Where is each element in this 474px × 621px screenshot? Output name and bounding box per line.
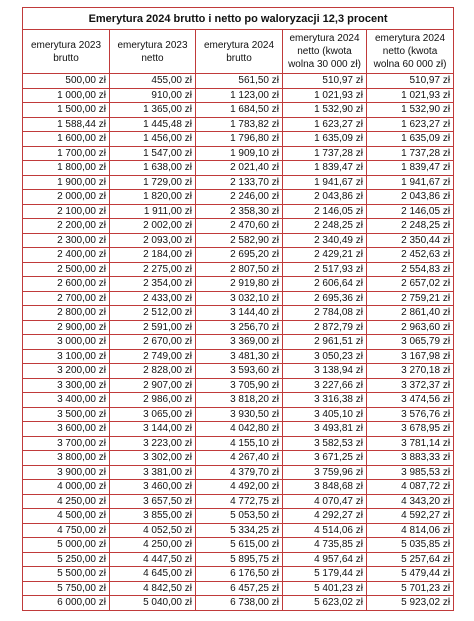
table-cell: 3 848,68 zł [283, 480, 367, 495]
table-cell: 3 223,00 zł [110, 436, 196, 451]
table-cell: 3 032,10 zł [196, 291, 283, 306]
table-cell: 3 460,00 zł [110, 480, 196, 495]
table-cell: 2 749,00 zł [110, 349, 196, 364]
table-cell: 1 800,00 zł [23, 161, 110, 176]
table-cell: 2 695,20 zł [196, 248, 283, 263]
table-cell: 6 176,50 zł [196, 567, 283, 582]
table-cell: 4 814,06 zł [367, 523, 454, 538]
table-cell: 5 615,00 zł [196, 538, 283, 553]
table-cell: 1 123,00 zł [196, 88, 283, 103]
table-cell: 1 909,10 zł [196, 146, 283, 161]
table-cell: 6 000,00 zł [23, 596, 110, 611]
table-cell: 2 582,90 zł [196, 233, 283, 248]
table-cell: 3 400,00 zł [23, 393, 110, 408]
table-cell: 2 600,00 zł [23, 277, 110, 292]
table-cell: 2 002,00 zł [110, 219, 196, 234]
table-row [23, 378, 454, 393]
table-cell: 3 144,00 zł [110, 422, 196, 437]
table-cell: 1 700,00 zł [23, 146, 110, 161]
table-cell: 1 600,00 zł [23, 132, 110, 147]
column-header-2024-net-30000: emerytura 2024 netto (kwota wolna 30 000 zł) [283, 30, 367, 74]
table-row [23, 320, 454, 335]
table-cell: 3 369,00 zł [196, 335, 283, 350]
table-cell: 2 759,21 zł [367, 291, 454, 306]
table-cell: 3 593,60 zł [196, 364, 283, 379]
table-cell: 2 146,05 zł [283, 204, 367, 219]
table-cell: 2 657,02 zł [367, 277, 454, 292]
table-cell: 6 738,00 zł [196, 596, 283, 611]
table-cell: 3 100,00 zł [23, 349, 110, 364]
table-row [23, 219, 454, 234]
table-cell: 2 248,25 zł [283, 219, 367, 234]
table-cell: 3 381,00 zł [110, 465, 196, 480]
table-row [23, 567, 454, 582]
table-cell: 3 671,25 zł [283, 451, 367, 466]
table-cell: 2 275,00 zł [110, 262, 196, 277]
table-cell: 2 133,70 zł [196, 175, 283, 190]
table-cell: 3 493,81 zł [283, 422, 367, 437]
table-cell: 4 250,00 zł [23, 494, 110, 509]
table-cell: 5 923,02 zł [367, 596, 454, 611]
table-cell: 2 700,00 zł [23, 291, 110, 306]
table-cell: 4 772,75 zł [196, 494, 283, 509]
table-row [23, 117, 454, 132]
table-cell: 3 300,00 zł [23, 378, 110, 393]
table-cell: 2 606,64 zł [283, 277, 367, 292]
table-cell: 2 358,30 zł [196, 204, 283, 219]
table-row [23, 306, 454, 321]
table-cell: 3 256,70 zł [196, 320, 283, 335]
table-cell: 2 517,93 zł [283, 262, 367, 277]
table-cell: 2 919,80 zł [196, 277, 283, 292]
table-cell: 2 354,00 zł [110, 277, 196, 292]
table-cell: 2 900,00 zł [23, 320, 110, 335]
table-cell: 4 155,10 zł [196, 436, 283, 451]
table-cell: 5 701,23 zł [367, 581, 454, 596]
table-cell: 2 146,05 zł [367, 204, 454, 219]
table-cell: 4 267,40 zł [196, 451, 283, 466]
table-row [23, 291, 454, 306]
table-cell: 1 941,67 zł [367, 175, 454, 190]
table-cell: 2 100,00 zł [23, 204, 110, 219]
table-cell: 3 144,40 zł [196, 306, 283, 321]
pension-table [22, 7, 454, 611]
table-cell: 561,50 zł [196, 74, 283, 89]
table-cell: 3 883,33 zł [367, 451, 454, 466]
table-cell: 3 600,00 zł [23, 422, 110, 437]
column-header-2024-gross: emerytura 2024 brutto [196, 30, 283, 74]
table-cell: 3 800,00 zł [23, 451, 110, 466]
table-row [23, 494, 454, 509]
table-cell: 3 855,00 zł [110, 509, 196, 524]
table-cell: 2 470,60 zł [196, 219, 283, 234]
table-cell: 2 872,79 zł [283, 320, 367, 335]
table-cell: 5 040,00 zł [110, 596, 196, 611]
table-row [23, 364, 454, 379]
table-cell: 2 554,83 zł [367, 262, 454, 277]
table-cell: 4 052,50 zł [110, 523, 196, 538]
table-cell: 3 500,00 zł [23, 407, 110, 422]
table-row [23, 596, 454, 611]
table-cell: 5 750,00 zł [23, 581, 110, 596]
table-cell: 3 227,66 zł [283, 378, 367, 393]
table-cell: 5 479,44 zł [367, 567, 454, 582]
table-cell: 1 900,00 zł [23, 175, 110, 190]
table-row [23, 538, 454, 553]
table-cell: 6 457,25 zł [196, 581, 283, 596]
table-cell: 2 300,00 zł [23, 233, 110, 248]
table-cell: 2 784,08 zł [283, 306, 367, 321]
table-cell: 2 246,00 zł [196, 190, 283, 205]
table-cell: 2 400,00 zł [23, 248, 110, 263]
table-cell: 1 729,00 zł [110, 175, 196, 190]
table-cell: 1 445,48 zł [110, 117, 196, 132]
table-cell: 4 645,00 zł [110, 567, 196, 582]
table-cell: 1 547,00 zł [110, 146, 196, 161]
table-cell: 2 800,00 zł [23, 306, 110, 321]
table-cell: 4 379,70 zł [196, 465, 283, 480]
table-cell: 4 042,80 zł [196, 422, 283, 437]
table-cell: 3 200,00 zł [23, 364, 110, 379]
table-row [23, 407, 454, 422]
table-cell: 2 433,00 zł [110, 291, 196, 306]
table-row [23, 523, 454, 538]
table-cell: 4 343,20 zł [367, 494, 454, 509]
table-row [23, 465, 454, 480]
table-cell: 5 250,00 zł [23, 552, 110, 567]
table-cell: 3 781,14 zł [367, 436, 454, 451]
table-row [23, 103, 454, 118]
table-cell: 5 257,64 zł [367, 552, 454, 567]
table-cell: 910,00 zł [110, 88, 196, 103]
table-cell: 4 957,64 zł [283, 552, 367, 567]
table-cell: 2 695,36 zł [283, 291, 367, 306]
table-cell: 5 623,02 zł [283, 596, 367, 611]
table-row [23, 204, 454, 219]
table-cell: 1 588,44 zł [23, 117, 110, 132]
table-cell: 5 179,44 zł [283, 567, 367, 582]
table-cell: 3 065,79 zł [367, 335, 454, 350]
table-cell: 1 021,93 zł [367, 88, 454, 103]
table-cell: 3 705,90 zł [196, 378, 283, 393]
table-cell: 3 065,00 zł [110, 407, 196, 422]
table-cell: 3 302,00 zł [110, 451, 196, 466]
table-cell: 2 807,50 zł [196, 262, 283, 277]
table-row [23, 233, 454, 248]
table-cell: 3 818,20 zł [196, 393, 283, 408]
table-cell: 4 447,50 zł [110, 552, 196, 567]
table-cell: 1 000,00 zł [23, 88, 110, 103]
table-cell: 2 429,21 zł [283, 248, 367, 263]
table-cell: 2 043,86 zł [367, 190, 454, 205]
table-cell: 455,00 zł [110, 74, 196, 89]
table-cell: 4 292,27 zł [283, 509, 367, 524]
table-cell: 3 678,95 zł [367, 422, 454, 437]
table-cell: 3 930,50 zł [196, 407, 283, 422]
table-row [23, 88, 454, 103]
table-cell: 4 842,50 zł [110, 581, 196, 596]
table-cell: 2 452,63 zł [367, 248, 454, 263]
table-row [23, 262, 454, 277]
table-cell: 4 087,72 zł [367, 480, 454, 495]
table-row [23, 422, 454, 437]
table-cell: 1 820,00 zł [110, 190, 196, 205]
table-cell: 2 828,00 zł [110, 364, 196, 379]
table-cell: 1 635,09 zł [283, 132, 367, 147]
table-cell: 5 334,25 zł [196, 523, 283, 538]
table-cell: 1 941,67 zł [283, 175, 367, 190]
table-cell: 2 907,00 zł [110, 378, 196, 393]
pension-table-container [22, 7, 453, 611]
table-row [23, 451, 454, 466]
table-cell: 2 000,00 zł [23, 190, 110, 205]
table-row [23, 146, 454, 161]
table-cell: 1 456,00 zł [110, 132, 196, 147]
table-cell: 3 582,53 zł [283, 436, 367, 451]
table-cell: 2 986,00 zł [110, 393, 196, 408]
table-cell: 500,00 zł [23, 74, 110, 89]
table-row [23, 436, 454, 451]
table-cell: 1 021,93 zł [283, 88, 367, 103]
table-cell: 3 270,18 zł [367, 364, 454, 379]
table-cell: 2 248,25 zł [367, 219, 454, 234]
table-cell: 4 592,27 zł [367, 509, 454, 524]
table-cell: 1 783,82 zł [196, 117, 283, 132]
table-cell: 1 638,00 zł [110, 161, 196, 176]
table-cell: 1 796,80 zł [196, 132, 283, 147]
table-row [23, 161, 454, 176]
column-header-2023-gross: emerytura 2023 brutto [23, 30, 110, 74]
table-cell: 2 350,44 zł [367, 233, 454, 248]
table-cell: 1 737,28 zł [367, 146, 454, 161]
table-cell: 4 070,47 zł [283, 494, 367, 509]
table-cell: 2 340,49 zł [283, 233, 367, 248]
table-cell: 2 093,00 zł [110, 233, 196, 248]
table-cell: 2 591,00 zł [110, 320, 196, 335]
table-cell: 5 053,50 zł [196, 509, 283, 524]
table-cell: 510,97 zł [283, 74, 367, 89]
table-row [23, 74, 454, 89]
table-cell: 3 138,94 zł [283, 364, 367, 379]
table-cell: 3 700,00 zł [23, 436, 110, 451]
table-cell: 4 000,00 zł [23, 480, 110, 495]
table-cell: 1 635,09 zł [367, 132, 454, 147]
table-cell: 3 900,00 zł [23, 465, 110, 480]
table-cell: 1 500,00 zł [23, 103, 110, 118]
table-cell: 2 861,40 zł [367, 306, 454, 321]
table-cell: 3 167,98 zł [367, 349, 454, 364]
table-cell: 2 670,00 zł [110, 335, 196, 350]
table-row [23, 175, 454, 190]
table-row [23, 349, 454, 364]
table-cell: 5 000,00 zł [23, 538, 110, 553]
table-cell: 3 759,96 zł [283, 465, 367, 480]
table-cell: 1 737,28 zł [283, 146, 367, 161]
table-cell: 2 043,86 zł [283, 190, 367, 205]
table-cell: 2 961,51 zł [283, 335, 367, 350]
table-cell: 4 250,00 zł [110, 538, 196, 553]
table-cell: 4 735,85 zł [283, 538, 367, 553]
column-header-2024-net-60000: emerytura 2024 netto (kwota wolna 60 000 zł) [367, 30, 454, 74]
table-cell: 2 963,60 zł [367, 320, 454, 335]
table-cell: 1 532,90 zł [283, 103, 367, 118]
table-row [23, 248, 454, 263]
table-title: Emerytura 2024 brutto i netto po waloryzacji 12,3 procent [23, 8, 454, 30]
table-cell: 4 492,00 zł [196, 480, 283, 495]
table-row [23, 277, 454, 292]
table-cell: 5 500,00 zł [23, 567, 110, 582]
table-cell: 2 500,00 zł [23, 262, 110, 277]
table-cell: 1 623,27 zł [367, 117, 454, 132]
table-row [23, 552, 454, 567]
table-cell: 4 514,06 zł [283, 523, 367, 538]
table-cell: 3 000,00 zł [23, 335, 110, 350]
table-cell: 1 684,50 zł [196, 103, 283, 118]
table-cell: 1 365,00 zł [110, 103, 196, 118]
table-cell: 1 623,27 zł [283, 117, 367, 132]
table-cell: 3 576,76 zł [367, 407, 454, 422]
table-cell: 3 050,23 zł [283, 349, 367, 364]
table-row [23, 335, 454, 350]
table-cell: 3 985,53 zł [367, 465, 454, 480]
table-cell: 3 316,38 zł [283, 393, 367, 408]
table-cell: 3 657,50 zł [110, 494, 196, 509]
table-cell: 5 895,75 zł [196, 552, 283, 567]
table-cell: 5 401,23 zł [283, 581, 367, 596]
table-cell: 3 474,56 zł [367, 393, 454, 408]
table-row [23, 132, 454, 147]
table-cell: 3 372,37 zł [367, 378, 454, 393]
table-cell: 510,97 zł [367, 74, 454, 89]
table-row [23, 480, 454, 495]
table-cell: 1 911,00 zł [110, 204, 196, 219]
table-cell: 3 405,10 zł [283, 407, 367, 422]
table-cell: 1 839,47 zł [283, 161, 367, 176]
table-cell: 2 021,40 zł [196, 161, 283, 176]
column-header-2023-net: emerytura 2023 netto [110, 30, 196, 74]
table-cell: 2 512,00 zł [110, 306, 196, 321]
table-cell: 1 532,90 zł [367, 103, 454, 118]
table-row [23, 393, 454, 408]
table-row [23, 190, 454, 205]
table-cell: 3 481,30 zł [196, 349, 283, 364]
table-row [23, 581, 454, 596]
table-cell: 1 839,47 zł [367, 161, 454, 176]
table-cell: 4 500,00 zł [23, 509, 110, 524]
table-cell: 5 035,85 zł [367, 538, 454, 553]
table-cell: 2 200,00 zł [23, 219, 110, 234]
table-body [23, 74, 454, 611]
table-row [23, 509, 454, 524]
table-cell: 4 750,00 zł [23, 523, 110, 538]
table-cell: 2 184,00 zł [110, 248, 196, 263]
